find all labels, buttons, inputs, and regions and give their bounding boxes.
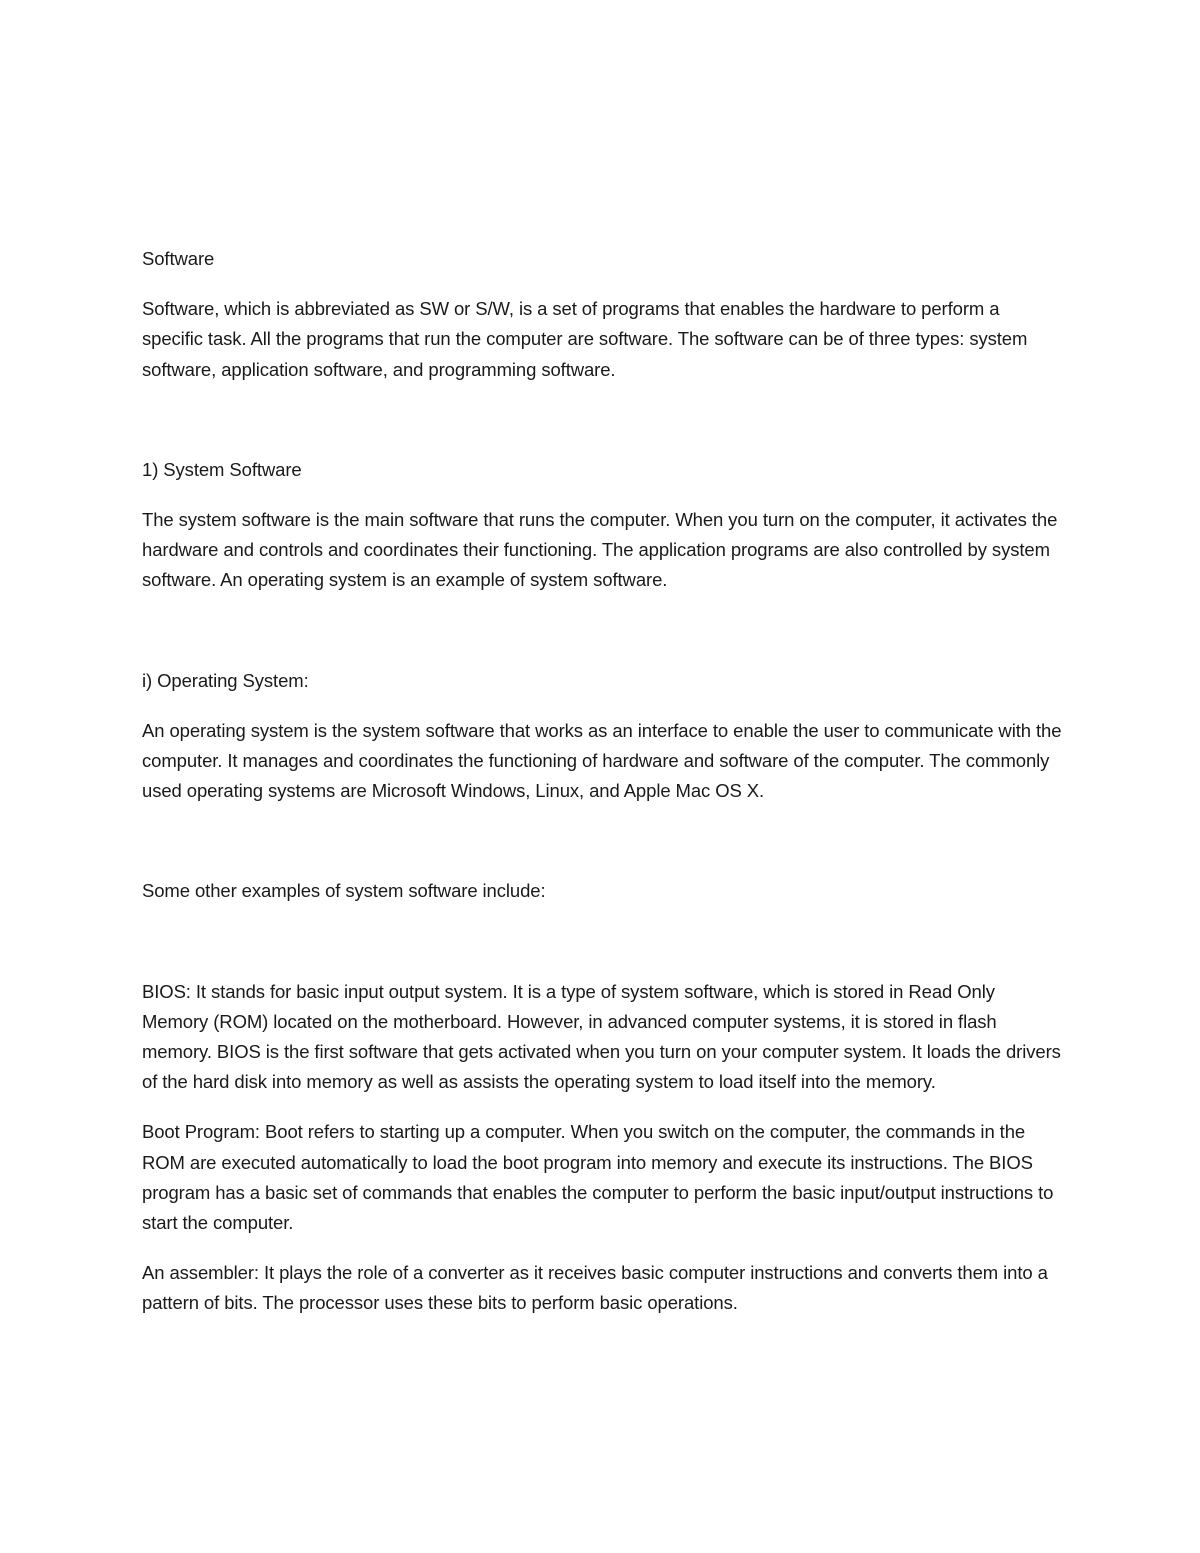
section-heading-system-software: 1) System Software: [142, 458, 302, 480]
assembler-paragraph: An assembler: It plays the role of a converter as it receives basic computer instructions and converts them into a pattern of bits. The processor uses these bits to perform basic operations.: [142, 1262, 1048, 1314]
document-title: Software: [142, 248, 215, 269]
intro-paragraph: Software, which is abbreviated as SW or S/W, is a set of programs that enables the hardware to perform a specific task. All the programs that run the computer are software. The software can be of three types: system software, application software, and programming software.: [142, 298, 1028, 380]
bios-paragraph: BIOS: It stands for basic input output system. It is a type of system software, which is stored in Read Only Memory (ROM) located on the motherboard. However, in advanced computer systems, it is stored in flash memory. BIOS is the first software that gets activated when you turn on your computer system. It loads the drivers of the hard disk into memory as well as assists the operating system to load itself into the memory.: [142, 980, 1061, 1093]
operating-system-paragraph: An operating system is the system software that works as an interface to enable the user to communicate with the computer. It manages and coordinates the functioning of hardware and software of the computer. The commonly used operating systems are Microsoft Windows, Linux, and Apple Mac OS X.: [142, 719, 1062, 802]
examples-intro: Some other examples of system software include:: [142, 880, 546, 902]
boot-program-paragraph: Boot Program: Boot refers to starting up a computer. When you switch on the computer, the commands in the ROM are executed automatically to load the boot program into memory and execute its instructions. The BIOS program has a basic set of commands that enables the computer to perform the basic input/output instructions to start the computer.: [142, 1121, 1054, 1234]
system-software-paragraph: The system software is the main software that runs the computer. When you turn on the computer, it activates the hardware and controls and coordinates their functioning. The application programs are also controlled by system software. An operating system is an example of system software.: [142, 509, 1058, 591]
document-body: [142, 244, 1062, 1319]
subsection-heading-operating-system: i) Operating System:: [142, 669, 309, 691]
